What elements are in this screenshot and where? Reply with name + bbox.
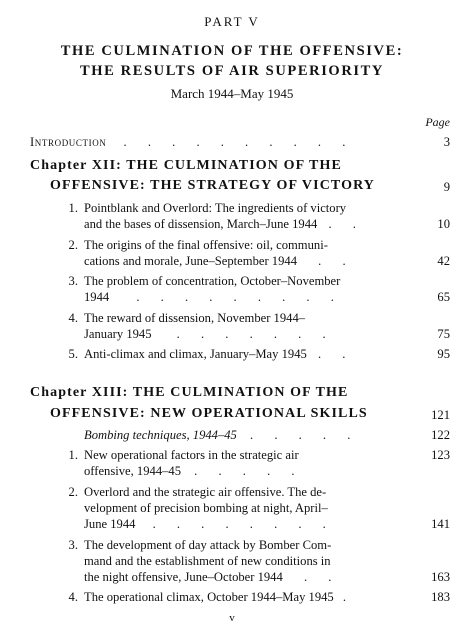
toc-entry-13-3-line-1[interactable] [56, 538, 331, 553]
leader-dots: . . . . . . . . [152, 517, 335, 531]
toc-entry-13-3-line-3[interactable] [84, 570, 340, 585]
entry-13-2-page: 141 [431, 517, 450, 531]
entry-title: The reward of dissension, November 1944– [84, 311, 306, 325]
entry-13-3-page: 163 [431, 570, 450, 584]
entry-title-cont: offensive, 1944–45 [84, 464, 182, 478]
chapter-12-heading-line-1[interactable]: Chapter XII: THE CULMINATION OF THE [30, 158, 342, 173]
toc-bombing-techniques[interactable] [84, 428, 359, 443]
chapter-12-heading-line-2[interactable]: OFFENSIVE: THE STRATEGY OF VICTORY [50, 178, 376, 193]
entry-number: 1. [68, 201, 78, 215]
entry-title-cont: velopment of precision bombing at night, April– [84, 501, 328, 515]
part-title-line-2: THE RESULTS OF AIR SUPERIORITY [80, 63, 384, 79]
entry-title-cont: mand and the establishment of new conditions in [84, 554, 331, 568]
toc-entry-13-2-line-1[interactable] [56, 485, 326, 500]
entry-13-4-page: 183 [431, 590, 450, 604]
entry-title: The operational climax, October 1944–May 1945 [84, 590, 334, 604]
part-title-line-1: THE CULMINATION OF THE OFFENSIVE: [60, 43, 404, 59]
entry-title-cont: the night offensive, June–October 1944 [84, 570, 283, 584]
entry-12-5-page: 95 [437, 347, 450, 361]
entry-title: The development of day attack by Bomber Com- [84, 538, 332, 552]
introduction-label: Introduction [30, 135, 107, 149]
entry-number: 4. [68, 311, 78, 325]
entry-title: Pointblank and Overlord: The ingredients of victory [84, 201, 347, 215]
toc-entry-13-1-line-1[interactable] [56, 448, 299, 463]
toc-entry-12-2-line-1[interactable] [56, 238, 328, 253]
toc-entry-12-1-line-1[interactable] [56, 201, 346, 216]
entry-12-3-page: 65 [437, 290, 450, 304]
entry-number: 2. [68, 238, 78, 252]
toc-entry-12-1-line-2[interactable] [84, 217, 365, 232]
toc-entry-13-2-line-3[interactable] [84, 517, 335, 532]
toc-entry-12-5[interactable] [56, 347, 354, 362]
entry-title: The problem of concentration, October–November [84, 274, 341, 288]
entry-title: Overlord and the strategic air offensive. The de- [84, 485, 327, 499]
toc-entry-13-2-line-2[interactable] [84, 501, 328, 516]
leader-dots: . . . . . [250, 428, 360, 442]
toc-entry-12-3-line-2[interactable] [84, 290, 343, 305]
leader-dots: . . [328, 217, 365, 231]
entry-title: New operational factors in the strategic air [84, 448, 299, 462]
entry-title-cont: cations and morale, June–September 1944 [84, 254, 297, 268]
toc-introduction[interactable] [30, 135, 354, 150]
leader-dots: . . [317, 347, 355, 361]
entry-number: 1. [68, 448, 78, 462]
entry-title: Anti-climax and climax, January–May 1945 [84, 347, 307, 361]
entry-number: 3. [68, 538, 78, 552]
chapter-13-heading-line-2[interactable]: OFFENSIVE: NEW OPERATIONAL SKILLS [50, 406, 368, 421]
chapter-13-heading-line-1[interactable]: Chapter XIII: THE CULMINATION OF THE [30, 385, 349, 400]
leader-dots: . [342, 590, 356, 604]
entry-title: Bombing techniques, 1944–45 [84, 428, 237, 442]
part-dates: March 1944–May 1945 [170, 86, 294, 101]
leader-dots: . . . . . . . . . . [123, 135, 355, 149]
entry-title-cont: June 1944 [84, 517, 136, 531]
entry-title-cont: January 1945 [84, 327, 152, 341]
introduction-page: 3 [443, 135, 450, 149]
toc-entry-12-3-line-1[interactable] [56, 274, 340, 289]
entry-12-2-page: 42 [437, 254, 450, 268]
toc-entry-13-3-line-2[interactable] [84, 554, 331, 569]
entry-12-4-page: 75 [437, 327, 450, 341]
page-column-heading: Page [425, 115, 450, 129]
toc-entry-12-4-line-1[interactable] [56, 311, 305, 326]
leader-dots: . . . . . . . . . [136, 290, 343, 304]
part-label: PART V [204, 14, 260, 29]
bombing-techniques-page: 122 [431, 428, 450, 442]
chapter-12-page: 9 [443, 180, 450, 194]
entry-number: 5. [68, 347, 78, 361]
chapter-13-page: 121 [431, 408, 450, 422]
entry-title: The origins of the final offensive: oil, communi- [84, 238, 328, 252]
leader-dots: . . . . . . . [176, 327, 335, 341]
entry-title-cont: and the bases of dissension, March–June 1944 [84, 217, 318, 231]
entry-title-cont: 1944 [84, 290, 110, 304]
entry-number: 2. [68, 485, 78, 499]
entry-13-1-page: 123 [431, 448, 450, 462]
leader-dots: . . [318, 254, 355, 268]
toc-entry-12-2-line-2[interactable] [84, 254, 355, 269]
folio: v [229, 612, 235, 624]
leader-dots: . . . . . [194, 464, 304, 478]
toc-entry-12-4-line-2[interactable] [84, 327, 335, 342]
entry-number: 3. [68, 274, 78, 288]
toc-entry-13-1-line-2[interactable] [84, 464, 304, 479]
leader-dots: . . [303, 570, 341, 584]
entry-12-1-page: 10 [437, 217, 450, 231]
entry-number: 4. [68, 590, 78, 604]
toc-entry-13-4[interactable] [56, 590, 355, 605]
